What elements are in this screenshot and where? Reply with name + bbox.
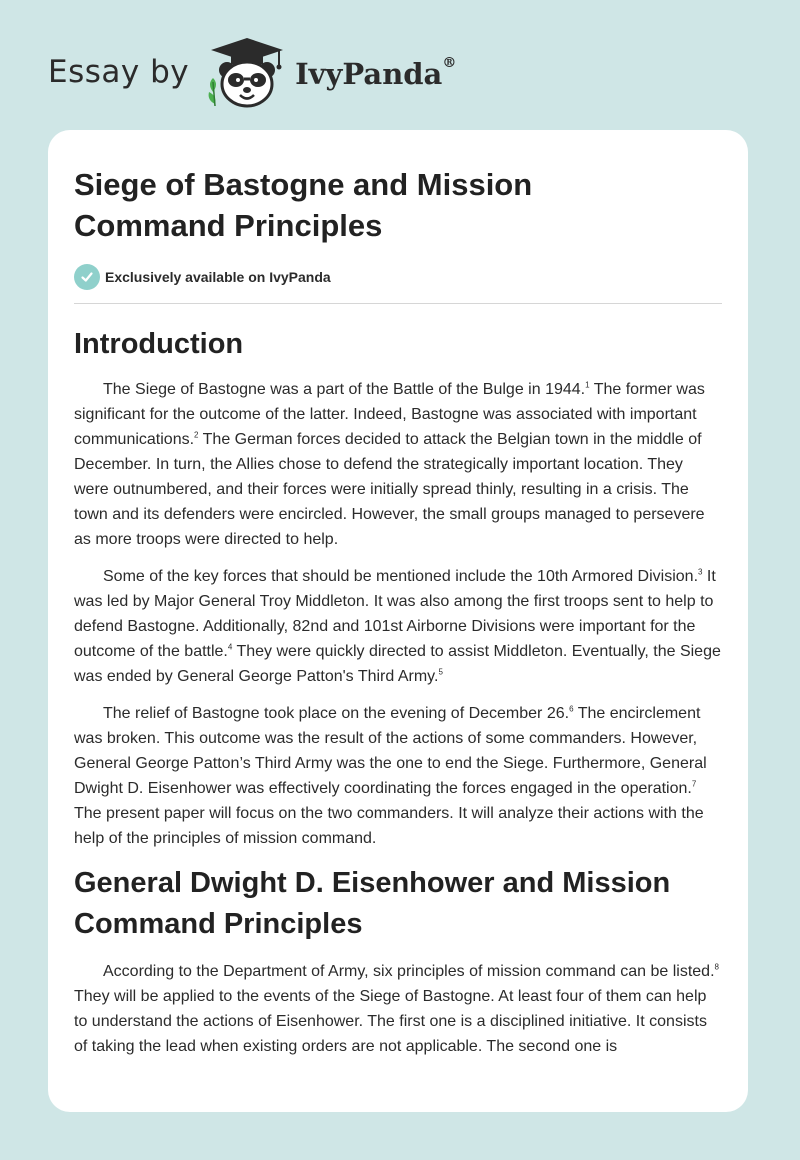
brand-name: IvyPanda® — [295, 55, 457, 91]
section-eisenhower — [74, 863, 722, 1059]
section-introduction — [74, 324, 722, 851]
exclusive-badge — [74, 264, 722, 290]
section-heading: General Dwight D. Eisenhower and Mission Command Principles — [74, 867, 671, 940]
footnote-ref[interactable]: 8 — [714, 962, 719, 972]
footnote-ref[interactable]: 3 — [698, 567, 703, 577]
paragraph: The Siege of Bastogne was a part of the Battle of the Bulge in 1944.$^1$ The former was significant for the outcome of the latter. Indeed, Bastogne was associated with important communications.$^2$ The German forces decided to attack the Belgian town in the middle of December. In turn, the Allies chose to defend the strategically important location. They were outnumbered, and their forces were initially spread thinly, resulting in a crisis. The town and its defenders were encircled. However, the small groups managed to persevere as more troops were directed to help. — [74, 380, 705, 548]
footnote-ref[interactable]: 6 — [569, 704, 574, 714]
site-header — [48, 34, 456, 110]
exclusive-label: Exclusively available on IvyPanda — [105, 269, 331, 285]
divider — [74, 303, 722, 304]
essay-by-label: Essay by — [48, 54, 190, 90]
essay-card — [48, 130, 748, 1112]
footnote-ref[interactable]: 5 — [438, 667, 443, 677]
page-title: Siege of Bastogne and Mission Command Principles — [74, 167, 533, 243]
paragraph: The relief of Bastogne took place on the evening of December 26.$^6$ The encirclement was broken. This outcome was the result of the actions of some commanders. However, General George Patton’s Third Army was the one to end the Siege. Furthermore, General Dwight D. Eisenhower was effectively coordinating the forces engaged in the operation.$^7$ The present paper will focus on the two commanders. It will analyze their actions with the help of the principles of mission command. — [74, 704, 707, 847]
paragraph: According to the Department of Army, six principles of mission command can be listed.$^8$ They will be applied to the events of the Siege of Bastogne. At least four of them can help to understand the actions of Eisenhower. The first one is a disciplined initiative. It consists of taking the lead when existing orders are not applicable. The second one is — [74, 962, 719, 1055]
panda-logo-icon[interactable] — [203, 34, 291, 110]
footnote-ref[interactable]: 2 — [194, 430, 199, 440]
footnote-ref[interactable]: 7 — [691, 779, 697, 789]
check-icon — [74, 264, 100, 290]
footnote-ref[interactable]: 4 — [227, 642, 233, 652]
footnote-ref[interactable]: 1 — [585, 380, 590, 390]
paragraph: Some of the key forces that should be mentioned include the 10th Armored Division.$^3$ It was led by Major General Troy Middleton. It was also among the first troops sent to help to defend Bastogne. Additionally, 82nd and 101st Airborne Divisions were important for the outcome of the battle.$^4$ They were quickly directed to assist Middleton. Eventually, the Siege was ended by General George Patton's Third Army.$^5$ — [74, 567, 721, 685]
section-heading: Introduction — [74, 328, 244, 360]
